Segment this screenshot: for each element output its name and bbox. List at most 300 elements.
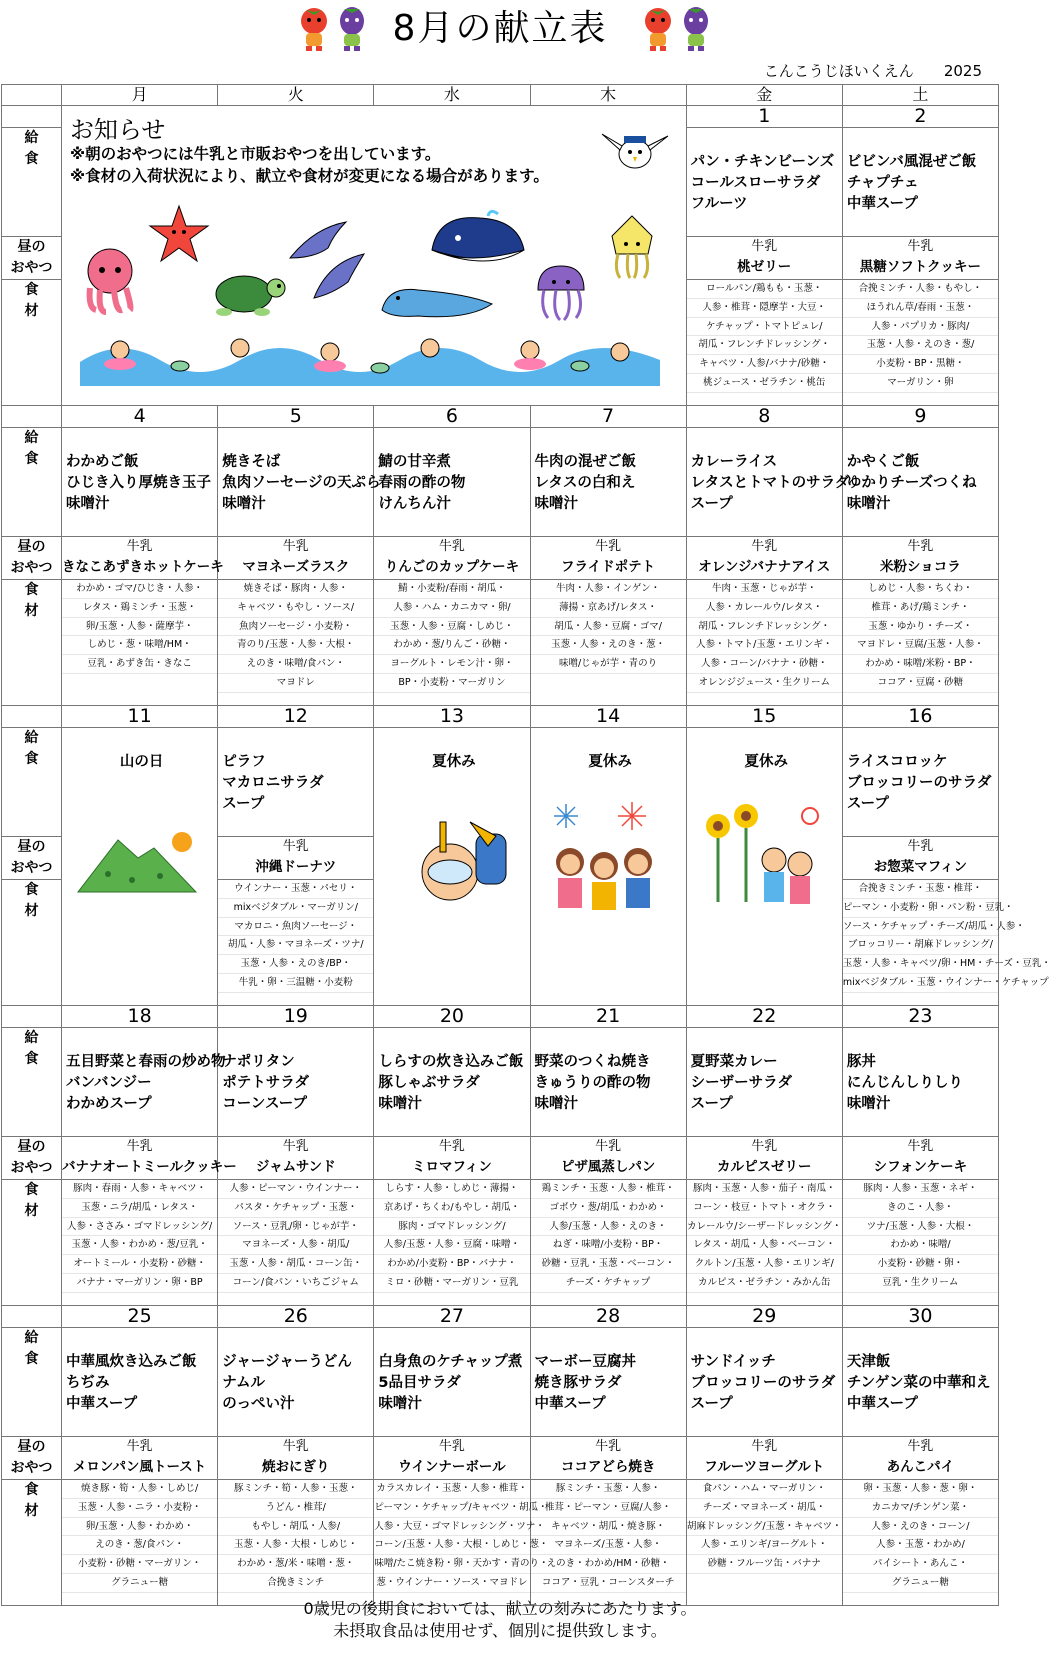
date-number: 19 — [218, 1006, 374, 1028]
lunch-dish: 中華スープ — [846, 196, 918, 212]
ingredient-line: 卵・玉葱・人参・葱・卵・ — [843, 1480, 998, 1499]
page-title: 8月の献立表 — [392, 8, 608, 49]
lunch-row — [2, 1328, 999, 1437]
lunch-dish: 天津飯 — [846, 1354, 891, 1370]
milk-label: 牛乳 — [751, 239, 778, 254]
ingredients-row — [2, 1480, 999, 1606]
ingredient-line: 玉葱・人参・わかめ・葱/豆乳・ — [62, 1236, 217, 1255]
milk-label: 牛乳 — [282, 539, 309, 554]
lunch-dish: レタスとトマトのサラダ — [690, 475, 850, 491]
lunch-dish: しらすの炊き込みご飯 — [378, 1054, 524, 1070]
ingredient-line: ウインナー・玉葱・パセリ・ — [218, 880, 373, 899]
ingredient-line: 人参・えのき・コーン/ — [843, 1518, 998, 1537]
date-number: 21 — [530, 1006, 686, 1028]
milk-label: 牛乳 — [282, 1439, 309, 1454]
lunch-cell — [62, 1328, 218, 1437]
ingredient-line: 玉葱・人参・えのき/BP・ — [218, 955, 373, 974]
notice-title: お知らせ — [70, 116, 166, 144]
label-text: 昼の — [17, 539, 46, 555]
ingredient-line: 豆乳・生クリーム — [843, 1274, 998, 1293]
seagull-icon — [600, 124, 670, 176]
label-cell — [2, 706, 62, 728]
label-text: 材 — [24, 903, 39, 919]
holiday-label: 夏休み — [744, 754, 788, 770]
snack-name: ジャムサンド — [255, 1159, 336, 1175]
lunch-dish: 味噌汁 — [378, 1396, 422, 1412]
dolphins-icon — [284, 218, 374, 302]
snack-name: ピザ風蒸しパン — [560, 1159, 656, 1175]
ingredient-line: 豚肉・人参・玉葱・ネギ・ — [843, 1180, 998, 1199]
ingredients-cell — [374, 580, 530, 706]
lunch-dish: バンバンジー — [66, 1075, 152, 1091]
ingredient-line: 人参/玉葱・人参・豆腐・味噌・ — [374, 1236, 529, 1255]
lunch-dish: 魚肉ソーセージの天ぷら — [222, 475, 381, 491]
snack-row — [2, 1437, 999, 1480]
whale-icon — [428, 210, 532, 272]
ingredient-line: グラニュー糖 — [62, 1574, 217, 1593]
snack-cell — [62, 1137, 237, 1180]
ingredient-line: 胡麻ドレッシング/玉葱・キャベツ・ — [687, 1518, 842, 1537]
milk-label: 牛乳 — [126, 1439, 153, 1454]
lunch-dish: シーザーサラダ — [690, 1075, 793, 1091]
lunch-dish: 5品目サラダ — [378, 1375, 461, 1391]
ingredient-line: えのき・わかめ/HM・砂糖・ — [531, 1555, 686, 1574]
lunch-cell — [686, 428, 850, 537]
lunch-dish: 焼きそば — [222, 454, 281, 470]
ingredient-line: ゴボウ・葱/胡瓜・わかめ・ — [531, 1199, 686, 1218]
lunch-cell — [218, 1028, 374, 1137]
milk-label: 牛乳 — [907, 839, 934, 854]
ingredient-line: わかめ・葱/りんご・砂糖・ — [374, 636, 529, 655]
ingredient-line: しらす・人参・しめじ・薄揚・ — [374, 1180, 529, 1199]
ingredient-line: 人参・カレールウ/レタス・ — [687, 599, 842, 618]
lunch-row — [2, 428, 999, 537]
ingredient-line: 小麦粉・砂糖・マーガリン・ — [62, 1555, 217, 1574]
ingredient-line: 人参・ピーマン・ウインナー・ — [218, 1180, 373, 1199]
lunch-cell — [842, 1028, 998, 1137]
lunch-dish: ブロッコリーのサラダ — [846, 775, 992, 791]
ingredients-label — [2, 280, 62, 406]
milk-label: 牛乳 — [751, 1439, 778, 1454]
ingredient-line: レタス・胡瓜・人参・ベーコン・ — [687, 1236, 842, 1255]
ingredient-line: 人参・ささみ・ゴマドレッシング/ — [62, 1218, 217, 1237]
lunch-dish: 味噌汁 — [534, 1096, 579, 1112]
ingredient-line: 砂糖・フルーツ缶・バナナ — [687, 1555, 842, 1574]
label-text: おやつ — [10, 860, 53, 876]
ingredient-line: 人参・玉葱・わかめ/ — [843, 1536, 998, 1555]
ingredient-line: パスタ・ケチャップ・玉葱・ — [218, 1199, 373, 1218]
lunch-dish: のっぺい汁 — [222, 1396, 295, 1412]
lunch-dish: チャプチェ — [846, 175, 919, 191]
holiday-label: 夏休み — [588, 754, 632, 770]
ingredient-line: ピーマン・ケチャップ/キャベツ・胡瓜・ — [374, 1499, 529, 1518]
label-text: 食 — [24, 1351, 39, 1367]
label-cell — [2, 406, 62, 428]
weekday-header: 木 — [530, 85, 686, 106]
ingredient-line: 卵/玉葱・人参・わかめ・ — [62, 1518, 217, 1537]
date-number: 15 — [686, 706, 842, 728]
ingredient-line: キャベツ・胡瓜・焼き豚・ — [531, 1518, 686, 1537]
lunch-dish: ブロッコリーのサラダ — [690, 1375, 836, 1391]
lunch-dish: ピラフ — [222, 754, 266, 770]
lunch-cell — [530, 1328, 686, 1437]
ingredient-line: オートミール・小麦粉・砂糖・ — [62, 1255, 217, 1274]
starfish-icon — [148, 204, 210, 264]
ingredient-line: 合挽きミンチ・玉葱・椎茸・ — [843, 880, 998, 899]
lunch-cell — [842, 728, 998, 837]
label-text: 食 — [24, 282, 39, 298]
milk-label: 牛乳 — [438, 1139, 465, 1154]
snack-label — [2, 537, 62, 580]
snack-label — [2, 837, 62, 880]
ingredients-cell — [62, 1180, 218, 1306]
ingredient-line: 小麦粉・砂糖・卵・ — [843, 1255, 998, 1274]
date-number: 22 — [686, 1006, 842, 1028]
lunch-dish: スープ — [690, 496, 733, 512]
ingredient-line: 玉葱・人参・大根・しめじ・ — [218, 1536, 373, 1555]
lunch-cell — [530, 428, 686, 537]
date-number: 4 — [62, 406, 218, 428]
label-text: 材 — [24, 303, 39, 319]
school-name: こんこうじほいくえん — [763, 62, 914, 80]
label-text: 給 — [24, 730, 39, 746]
snack-label — [2, 1437, 62, 1480]
snack-cell — [374, 537, 530, 580]
ingredient-line: ミロ・砂糖・マーガリン・豆乳 — [374, 1274, 529, 1293]
ingredient-line: 合挽きミンチ — [218, 1574, 373, 1593]
lunch-dish: ビビンバ風混ぜご飯 — [846, 154, 977, 170]
ingredient-line: 豆乳・あずき缶・きなこ — [62, 655, 217, 674]
ingredient-line: 小麦粉・BP・黒糖・ — [843, 355, 998, 374]
ingredient-line: マカロニ・魚肉ソーセージ・ — [218, 918, 373, 937]
snack-name: ウインナーボール — [398, 1459, 506, 1475]
snack-name: 米粉ショコラ — [880, 559, 961, 575]
date-number: 2 — [842, 106, 998, 128]
lunch-cell — [374, 1028, 530, 1137]
ingredient-line: 鶏ミンチ・玉葱・人参・椎茸・ — [531, 1180, 686, 1199]
ingredients-cell — [842, 1180, 998, 1306]
ingredients-cell — [686, 1480, 842, 1606]
lunch-dish: 味噌汁 — [846, 1096, 891, 1112]
ingredient-line: ヨーグルト・レモン汁・卵・ — [374, 655, 529, 674]
lunch-cell — [842, 1328, 998, 1437]
ingredients-row — [2, 1180, 999, 1306]
footer-notes — [0, 1598, 1000, 1642]
holiday-label: 山の日 — [119, 754, 164, 770]
lunch-label — [2, 728, 62, 837]
ingredient-line: mixベジタブル・玉葱・ウインナー・ケチャップ — [843, 974, 998, 993]
ingredient-line: えのき・味噌/食パン・ — [218, 655, 373, 674]
snack-name: 黒糖ソフトクッキー — [859, 259, 982, 275]
lunch-label — [2, 1328, 62, 1437]
snack-cell — [842, 1137, 998, 1180]
ingredient-line: オレンジジュース・生クリーム — [687, 674, 842, 693]
snack-name: あんこパイ — [886, 1459, 955, 1475]
snack-cell — [530, 537, 686, 580]
ingredients-cell — [218, 580, 374, 706]
ingredients-cell — [530, 580, 686, 706]
ingredient-line: 椎茸・ピーマン・豆腐/人参・ — [531, 1499, 686, 1518]
ingredient-line: コーン/玉葱・人参・大根・しめじ・葱・ — [374, 1536, 529, 1555]
lunch-dish: マカロニサラダ — [222, 775, 324, 791]
lunch-dish: 野菜のつくね焼き — [534, 1054, 651, 1070]
ingredient-line: マーガリン・卵 — [843, 374, 998, 393]
lunch-dish: 夏野菜カレー — [690, 1054, 778, 1070]
date-number: 20 — [374, 1006, 530, 1028]
ingredient-line: ココア・豆乳・コーンスターチ — [531, 1574, 686, 1593]
ingredient-line: 卵/玉葱・人参・薩摩芋・ — [62, 618, 217, 637]
ingredient-line: 豚肉・ゴマドレッシング/ — [374, 1218, 529, 1237]
ingredients-label — [2, 580, 62, 706]
date-row — [2, 1306, 999, 1328]
ingredient-line: 鯖・小麦粉/春雨・胡瓜・ — [374, 580, 529, 599]
lunch-dish: コーンスープ — [222, 1096, 308, 1112]
label-text: 材 — [24, 603, 39, 619]
ingredient-line: コーン・枝豆・トマト・オクラ・ — [687, 1199, 842, 1218]
lunch-row — [2, 1028, 999, 1137]
lunch-dish: 味噌汁 — [222, 496, 266, 512]
snack-name: お惣菜マフィン — [873, 859, 968, 875]
date-number: 9 — [842, 406, 998, 428]
swimming-children-wave-icon — [80, 330, 660, 392]
label-text: 食 — [24, 882, 39, 898]
turtle-icon — [208, 262, 286, 318]
ingredient-line: 玉葱・ゆかり・チーズ・ — [843, 618, 998, 637]
label-text: 食 — [24, 451, 39, 467]
date-number: 30 — [842, 1306, 998, 1328]
ingredient-line: 人参・トマト/玉葱・エリンギ・ — [687, 636, 842, 655]
label-text: 昼の — [17, 1139, 46, 1155]
ingredient-line: チーズ・マヨネーズ・胡瓜・ — [687, 1499, 842, 1518]
holiday-label: 夏休み — [432, 754, 476, 770]
weekday-header: 土 — [842, 85, 998, 106]
snack-name: カルピスゼリー — [717, 1159, 812, 1175]
snack-cell — [62, 537, 224, 580]
ingredient-line: わかめ・ゴマ/ひじき・人参・ — [62, 580, 217, 599]
ingredient-line: 牛肉・玉葱・じゃが芋・ — [687, 580, 842, 599]
lunch-label — [2, 1028, 62, 1137]
ingredient-line: 人参・コーン/バナナ・砂糖・ — [687, 655, 842, 674]
weekday-header: 月 — [62, 85, 218, 106]
lunch-cell — [218, 728, 374, 837]
snack-name: バナナオートミールクッキー — [62, 1159, 237, 1175]
notice-line: ※朝のおやつには牛乳と市販おやつを出しています。 — [70, 145, 441, 163]
lunch-dish: ナポリタン — [222, 1054, 295, 1070]
lunch-cell — [842, 128, 998, 237]
ingredient-line: 青のり/玉葱・人参・大根・ — [218, 636, 373, 655]
snack-cell — [218, 537, 374, 580]
ingredient-line: ピーマン・小麦粉・卵・パン粉・豆乳・ — [843, 899, 998, 918]
snack-name: 焼おにぎり — [262, 1459, 330, 1475]
eggplant-mascot-icon — [674, 6, 718, 52]
lunch-dish: レタスの白和え — [534, 475, 636, 491]
jellyfish-icon — [534, 264, 588, 322]
sunflower-children-icon — [698, 802, 822, 910]
date-number: 7 — [530, 406, 686, 428]
snack-name: 沖縄ドーナツ — [255, 859, 337, 875]
snorkeling-child-icon — [400, 816, 524, 916]
ingredients-cell — [530, 1480, 686, 1606]
ingredient-line: マヨネーズ・人参・胡瓜/ — [218, 1236, 373, 1255]
snack-cell — [218, 1437, 374, 1480]
ingredient-line: きのこ・人参・ — [843, 1199, 998, 1218]
snack-cell — [218, 837, 374, 880]
milk-label: 牛乳 — [126, 1139, 153, 1154]
weekday-header: 火 — [218, 85, 374, 106]
ingredient-line: 胡瓜・人参・マヨネーズ・ツナ/ — [218, 936, 373, 955]
ingredient-line: BP・小麦粉・マーガリン — [374, 674, 529, 693]
ingredients-label — [2, 1480, 62, 1606]
snack-cell — [842, 237, 998, 280]
lunch-dish: 中華スープ — [534, 1396, 606, 1412]
lunch-dish: 豚丼 — [846, 1054, 876, 1070]
lunch-dish: にんじんしりしり — [846, 1075, 963, 1091]
label-text: 食 — [24, 582, 39, 598]
ingredient-line: わかめ/小麦粉・BP・バナナ・ — [374, 1255, 529, 1274]
ingredients-cell — [842, 880, 1051, 1006]
lunch-dish: ライスコロッケ — [846, 754, 948, 770]
lunch-dish: 焼き豚サラダ — [534, 1375, 622, 1391]
ingredient-line: 玉葱・人参・えのき・葱・ — [531, 636, 686, 655]
milk-label: 牛乳 — [595, 1139, 622, 1154]
corner-cell — [2, 85, 62, 106]
lunch-cell — [218, 1328, 374, 1437]
ingredient-line: ソース・豆乳/卵・じゃが芋・ — [218, 1218, 373, 1237]
snack-cell — [686, 237, 842, 280]
lunch-dish: チンゲン菜の中華和え — [846, 1375, 991, 1391]
milk-label: 牛乳 — [438, 539, 465, 554]
ingredient-line: 魚肉ソーセージ・小麦粉・ — [218, 618, 373, 637]
date-number: 5 — [218, 406, 374, 428]
ingredient-line: ソース・ケチャップ・チーズ/胡瓜・人参・ — [843, 918, 998, 937]
lunch-dish: 豚しゃぶサラダ — [378, 1075, 480, 1091]
lunch-cell — [686, 128, 842, 237]
ingredient-line: ココア・豆腐・砂糖 — [843, 674, 998, 693]
snack-cell — [686, 1437, 842, 1480]
lunch-dish: 五目野菜と春雨の炒め物 — [66, 1054, 226, 1070]
ingredients-cell — [686, 580, 842, 706]
snack-cell — [842, 837, 998, 880]
ingredient-line: 桃ジュース・ゼラチン・桃缶 — [687, 374, 842, 393]
snack-cell — [842, 537, 998, 580]
ingredients-cell — [62, 1480, 218, 1606]
lunch-label — [2, 128, 62, 237]
snack-cell — [842, 1437, 998, 1480]
ingredient-line: カニカマ/チンゲン菜・ — [843, 1499, 998, 1518]
title-bar — [0, 0, 1000, 58]
lunch-dish: ちぢみ — [66, 1375, 110, 1391]
ingredient-line: バナナ・マーガリン・卵・BP — [62, 1274, 217, 1293]
lunch-dish: コールスローサラダ — [690, 175, 821, 191]
ingredient-line: 玉葱・ニラ/胡瓜・レタス・ — [62, 1199, 217, 1218]
label-text: 昼の — [17, 839, 46, 855]
milk-label: 牛乳 — [126, 539, 153, 554]
ingredients-cell — [842, 580, 998, 706]
ingredient-line: 人参・エリンギ/ヨーグルト・ — [687, 1536, 842, 1555]
ingredient-line: クルトン/玉葱・人参・エリンギ/ — [687, 1255, 842, 1274]
snack-name: フライドポテト — [561, 559, 656, 575]
ingredient-line: 葱・ウインナー・ソース・マヨドレ — [374, 1574, 529, 1593]
ingredient-line: ツナ/玉葱・人参・大根・ — [843, 1218, 998, 1237]
milk-label: 牛乳 — [751, 1139, 778, 1154]
label-text: 食 — [24, 1051, 39, 1067]
footer-note: 未摂取食品は使用せず、個別に提供致します。 — [333, 1621, 667, 1640]
snack-cell — [218, 1137, 374, 1180]
mountain-sun-icon — [78, 828, 198, 894]
milk-label: 牛乳 — [907, 539, 934, 554]
lunch-dish: わかめスープ — [66, 1096, 152, 1112]
lunch-dish: マーボー豆腐丼 — [534, 1354, 637, 1370]
milk-label: 牛乳 — [907, 1139, 934, 1154]
lunch-dish: ポテトサラダ — [222, 1075, 310, 1091]
milk-label: 牛乳 — [282, 839, 309, 854]
lunch-dish: スープ — [690, 1396, 733, 1412]
label-cell — [2, 1306, 62, 1328]
ingredients-cell — [530, 1180, 686, 1306]
label-text: 食 — [24, 1482, 39, 1498]
ingredient-line: レタス・鶏ミンチ・玉葱・ — [62, 599, 217, 618]
ingredient-line: チーズ・ケチャップ — [531, 1274, 686, 1293]
date-number: 8 — [686, 406, 842, 428]
snack-label — [2, 237, 62, 280]
lunch-label — [2, 428, 62, 537]
label-text: 給 — [24, 1030, 39, 1046]
milk-label: 牛乳 — [595, 539, 622, 554]
ingredient-line: わかめ・味噌/ — [843, 1236, 998, 1255]
ingredients-cell — [374, 1180, 530, 1306]
snack-label — [2, 1137, 62, 1180]
date-number: 12 — [218, 706, 374, 728]
label-text: おやつ — [10, 1160, 53, 1176]
ingredient-line: わかめ・味噌/米粉・BP・ — [843, 655, 998, 674]
lunch-dish: ゆかりチーズつくね — [846, 475, 977, 491]
ingredient-line: 人参・大豆・ゴマドレッシング・ツナ・ — [374, 1518, 529, 1537]
date-number: 6 — [374, 406, 530, 428]
ingredient-line: 胡瓜・フレンチドレッシング・ — [687, 618, 842, 637]
milk-label: 牛乳 — [751, 539, 778, 554]
ingredient-line: 薄揚・京あげ/レタス・ — [531, 599, 686, 618]
lunch-dish: かやくご飯 — [846, 454, 920, 470]
label-text: 食 — [24, 751, 39, 767]
date-number: 26 — [218, 1306, 374, 1328]
ingredients-label — [2, 1180, 62, 1306]
snack-name: シフォンケーキ — [873, 1159, 968, 1175]
lunch-dish: わかめご飯 — [66, 454, 139, 470]
ingredient-line: 椎茸・あげ/鶏ミンチ・ — [843, 599, 998, 618]
lunch-dish: 中華スープ — [846, 1396, 918, 1412]
date-row — [2, 706, 999, 728]
date-row — [2, 1006, 999, 1028]
label-text: 食 — [24, 151, 39, 167]
ingredients-cell — [62, 580, 218, 706]
ingredient-line: キャベツ・もやし・ソース/ — [218, 599, 373, 618]
lunch-dish: けんちん汁 — [378, 496, 451, 512]
label-text: 材 — [24, 1503, 39, 1519]
snack-cell — [686, 1137, 842, 1180]
lunch-dish: スープ — [846, 796, 889, 812]
snack-name: ココアどら焼き — [560, 1459, 656, 1475]
ingredient-line: 砂糖・豆乳・玉葱・ベーコン・ — [531, 1255, 686, 1274]
ingredient-line: マヨネーズ/玉葱・人参・ — [531, 1536, 686, 1555]
ingredients-label — [2, 880, 62, 1006]
ingredient-line: 豚ミンチ・筍・人参・玉葱・ — [218, 1480, 373, 1499]
lunch-cell — [842, 428, 998, 537]
ingredients-cell — [686, 280, 842, 406]
ingredient-line: ほうれん草/春雨・玉葱・ — [843, 299, 998, 318]
octopus-icon — [80, 246, 140, 316]
ingredient-line: 玉葱・人参・キャベツ/卵・HM・チーズ・豆乳・ — [843, 955, 998, 974]
ingredient-line: もやし・胡瓜・人参/ — [218, 1518, 373, 1537]
